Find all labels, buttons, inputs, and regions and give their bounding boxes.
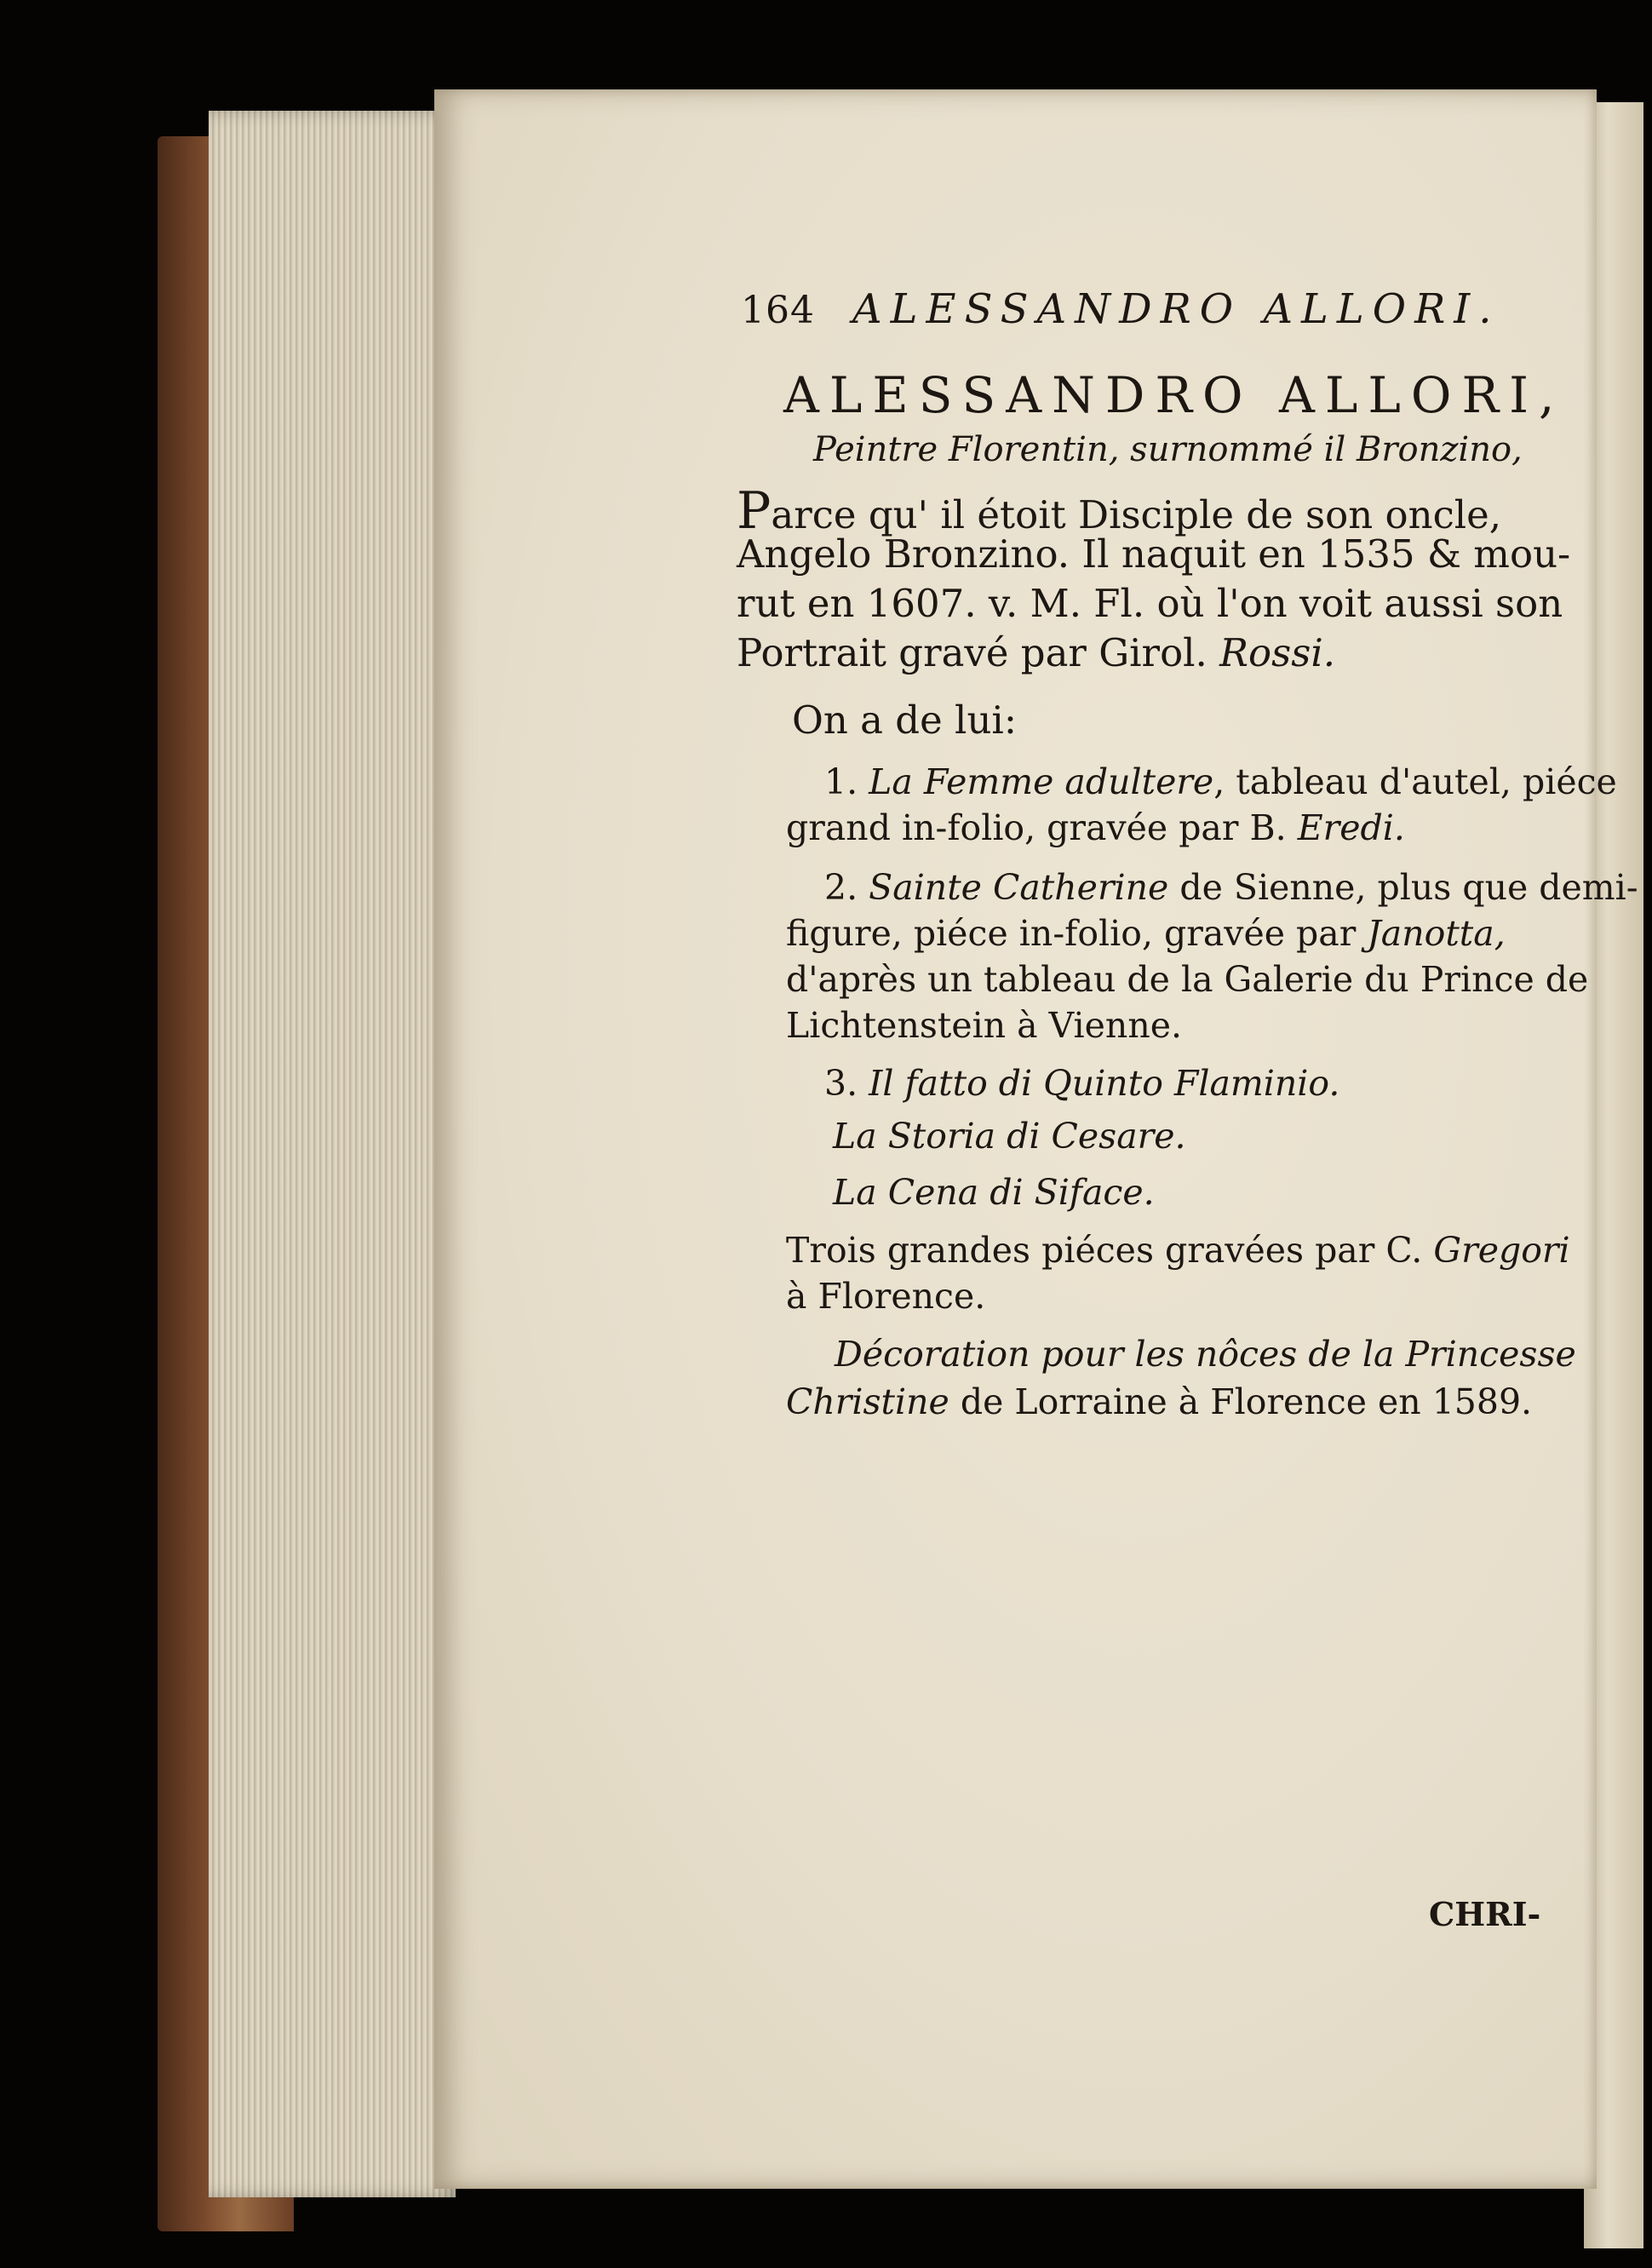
running-head [741,285,1500,333]
intro-line-4: Portrait gravé par Girol. Rossi. [737,630,1336,675]
page-number: 164 [741,289,815,332]
work-2-line-3: d'après un tableau de la Galerie du Prince de [786,959,1589,1000]
on-a-de-lui: On a de lui: [792,698,1017,743]
running-title: ALESSANDRO ALLORI. [852,285,1500,333]
page-block-edges [209,111,456,2197]
entry-heading: ALESSANDRO ALLORI, [783,366,1565,424]
work-3-line-3: La Cena di Siface. [833,1172,1155,1213]
work-2-line-1: 2. Sainte Catherine de Sienne, plus que demi- [824,867,1638,908]
work-1-line-1: 1. La Femme adultere, tableau d'autel, piéce [824,761,1617,802]
entry-subheading: Peintre Florentin, surnommé il Bronzino, [813,430,1523,469]
trois-line-1: Trois grandes piéces gravées par C. Gregori [786,1230,1570,1271]
work-2-line-2: figure, piéce in-folio, gravée par Janotta, [786,913,1506,954]
decoration-line-2: Christine de Lorraine à Florence en 1589. [786,1381,1533,1422]
intro-line-3: rut en 1607. v. M. Fl. où l'on voit aussi son [737,581,1563,626]
work-3-line-1: 3. Il fatto di Quinto Flaminio. [824,1063,1340,1104]
work-1-line-2: grand in-folio, gravée par B. Eredi. [786,807,1405,848]
catchword: CHRI- [1429,1895,1541,1933]
drop-cap: P [737,481,772,541]
trois-line-2: à Florence. [786,1276,986,1317]
engraver-name: Rossi. [1219,630,1336,675]
work-3-line-2: La Storia di Cesare. [833,1116,1186,1157]
decoration-line-1: Décoration pour les nôces de la Princesse [835,1334,1576,1375]
intro-line-2: Angelo Bronzino. Il naquit en 1535 & mou- [737,531,1571,577]
work-2-line-4: Lichtenstein à Vienne. [786,1005,1183,1046]
intro-line-1: Parce qu' il étoit Disciple de son oncle, [737,481,1502,541]
